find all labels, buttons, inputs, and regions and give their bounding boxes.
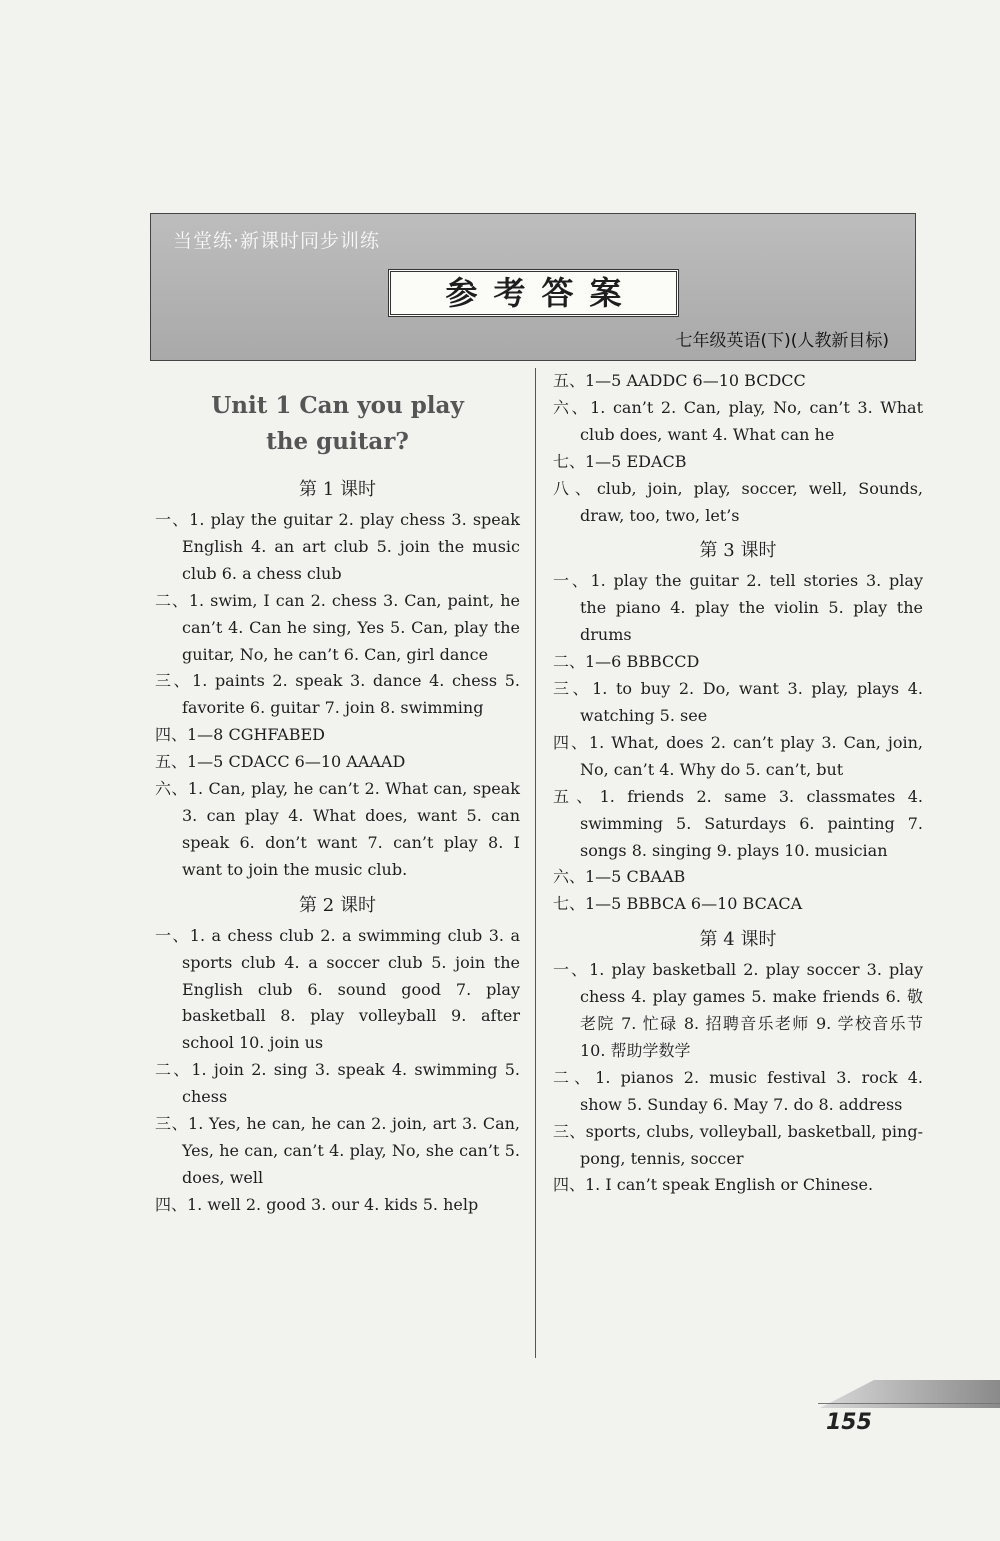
unit-title-line2: the guitar? xyxy=(266,428,409,455)
answer-item: 三、1. paints 2. speak 3. dance 4. chess 5. favorite 6. guitar 7. join 8. swimming xyxy=(155,671,520,718)
answer-item: 七、1—5 EDACB xyxy=(553,451,687,471)
answer-item: 二、1. pianos 2. music festival 3. rock 4. show 5. Sunday 6. May 7. do 8. address xyxy=(553,1067,923,1114)
answer-item: 一、1. play the guitar 2. tell stories 3. play the piano 4. play the violin 5. play the drums xyxy=(553,571,923,645)
answer-item: 一、1. a chess club 2. a swimming club 3. a sports club 4. a soccer club 5. join the English club 6. sound good 7. play basketball 8. play volleyball 9. after school 10. join us xyxy=(155,925,520,1053)
answer-item: 二、1. join 2. sing 3. speak 4. swimming 5. chess xyxy=(155,1060,520,1107)
answer-item: 一、1. play the guitar 2. play chess 3. speak English 4. an art club 5. join the music club 6. a chess club xyxy=(155,510,520,583)
answer-item: 七、1—5 BBBCA 6—10 BCACA xyxy=(553,894,803,914)
answer-item: 三、1. Yes, he can, he can 2. join, art 3. Can, Yes, he can, can’t 4. play, No, she can’t 5. does, well xyxy=(155,1114,520,1187)
answer-item: 五、1—5 AADDC 6—10 BCDCC xyxy=(553,371,806,390)
unit-title xyxy=(155,388,520,460)
answer-item: 三、1. to buy 2. Do, want 3. play, plays 4. watching 5. see xyxy=(553,679,923,725)
left-column xyxy=(155,388,520,1219)
header-banner xyxy=(150,213,916,361)
answer-item: 四、1—8 CGHFABED xyxy=(155,725,325,745)
answer-item: 三、sports, clubs, volleyball, basketball, ping-pong, tennis, soccer xyxy=(553,1121,923,1168)
answer-item: 六、1. Can, play, he can’t 2. What can, speak 3. can play 4. What does, want 5. can speak 6. don’t want 7. can’t play 8. I want to join the music club. xyxy=(155,779,520,879)
lesson-title: 第 2 课时 xyxy=(299,894,376,916)
answer-item: 一、1. play basketball 2. play soccer 3. play chess 4. play games 5. make friends 6. 敬老院 7. 忙碌 8. 招聘音乐老师 9. 学校音乐节 10. 帮助学数学 xyxy=(553,960,923,1060)
answer-item: 六、1. can’t 2. Can, play, No, can’t 3. What club does, want 4. What can he xyxy=(553,397,923,444)
page-title: 参考答案 xyxy=(388,269,679,317)
answer-item: 六、1—5 CBAAB xyxy=(553,867,686,887)
unit-title-line1: Unit 1 Can you play xyxy=(211,392,464,419)
answer-item: 八、club, join, play, soccer, well, Sounds, draw, too, two, let’s xyxy=(553,478,923,525)
lesson-title: 第 1 课时 xyxy=(299,479,376,500)
answer-item: 二、1. swim, I can 2. chess 3. Can, paint, he can’t 4. Can he sing, Yes 5. Can, play the guitar, No, he can’t 6. Can, girl dance xyxy=(155,590,520,664)
footer-rule xyxy=(818,1403,1000,1404)
lesson-title: 第 3 课时 xyxy=(699,540,777,562)
column-divider xyxy=(535,368,536,1358)
answer-item: 五、1. friends 2. same 3. classmates 4. swimming 5. Saturdays 6. painting 7. songs 8. singing 9. plays 10. musician xyxy=(553,786,923,860)
answer-item: 四、1. What, does 2. can’t play 3. Can, join, No, can’t 4. Why do 5. can’t, but xyxy=(553,732,923,779)
series-name: 当堂练·新课时同步训练 xyxy=(173,230,381,252)
answer-item: 五、1—5 CDACC 6—10 AAAAD xyxy=(155,752,406,772)
answer-item: 二、1—6 BBBCCD xyxy=(553,652,700,672)
grade-label: 七年级英语(下)(人教新目标) xyxy=(675,331,889,351)
lesson-title: 第 4 课时 xyxy=(699,929,777,951)
page-number: 155 xyxy=(826,1410,872,1435)
answer-item: 四、1. I can’t speak English or Chinese. xyxy=(553,1175,874,1195)
answer-item: 四、1. well 2. good 3. our 4. kids 5. help xyxy=(155,1194,479,1214)
right-column xyxy=(553,368,923,1199)
